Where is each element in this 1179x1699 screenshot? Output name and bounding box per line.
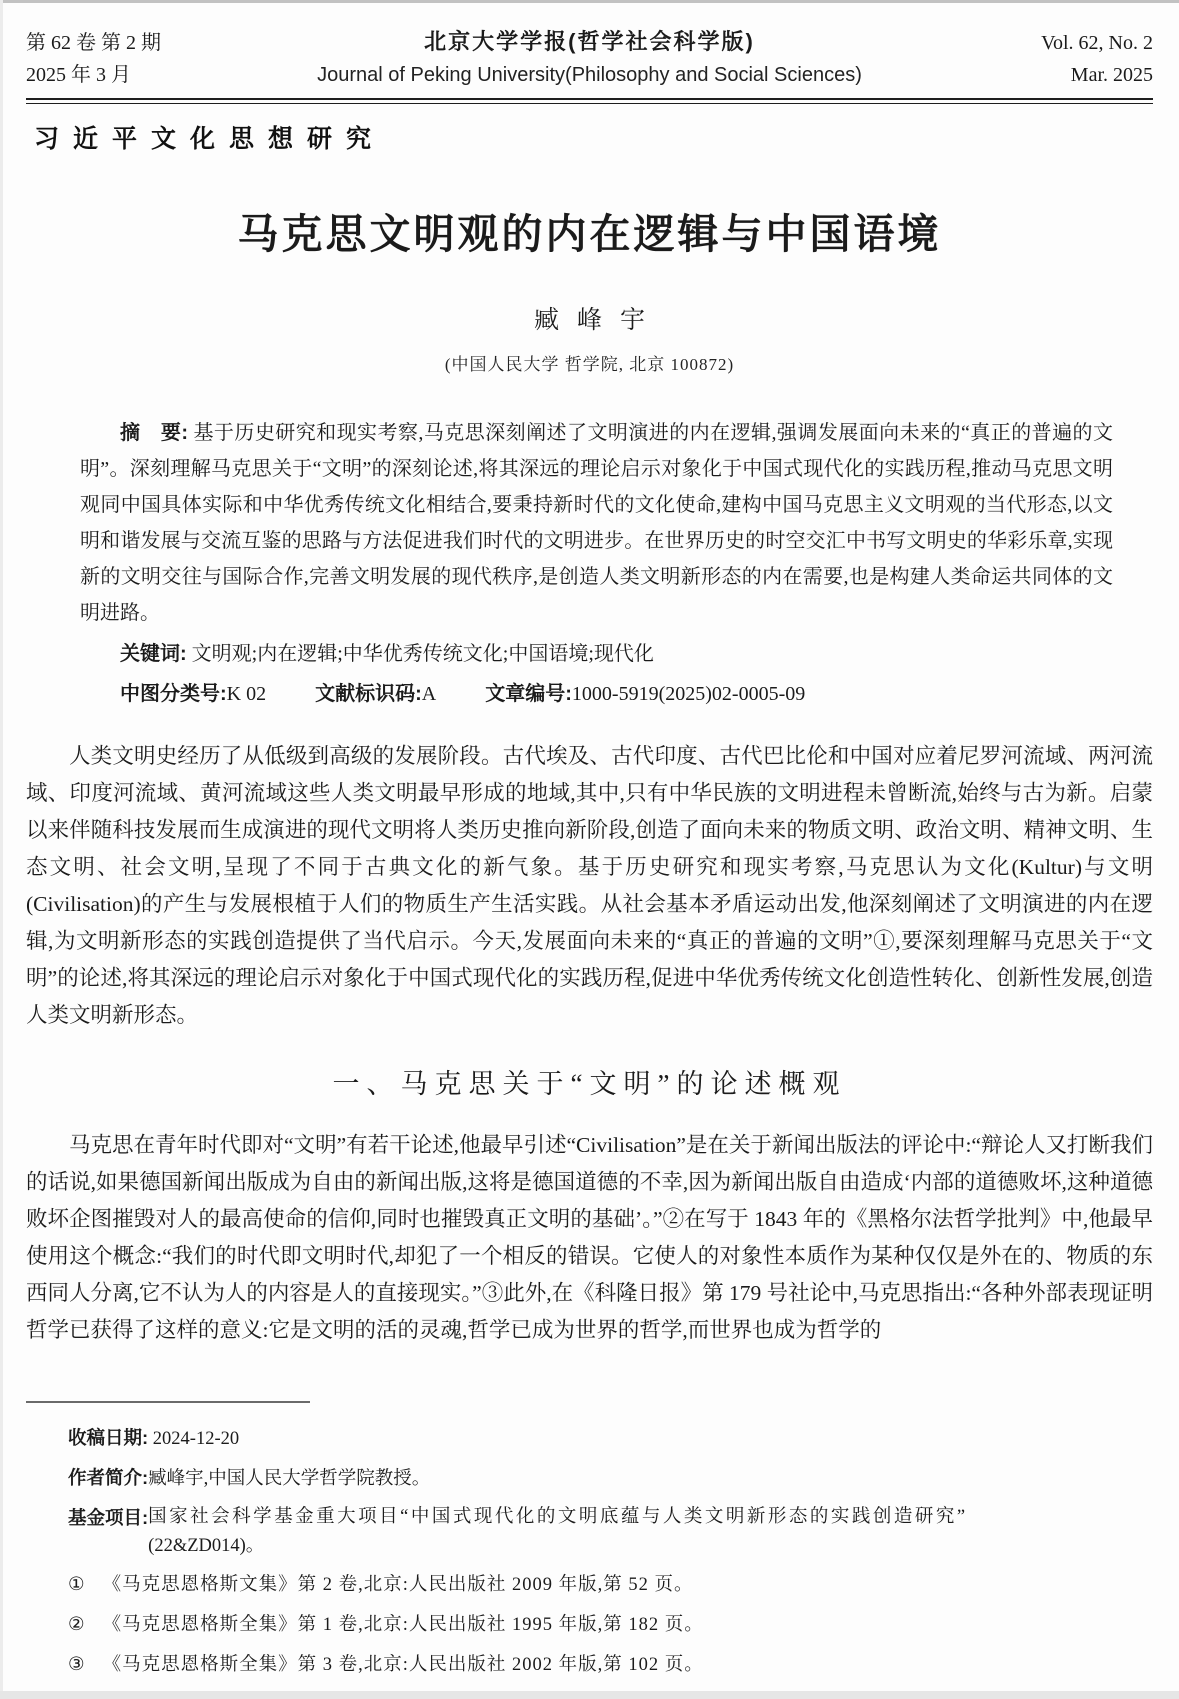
footnote-1-text: 《马克思恩格斯文集》第 2 卷,北京:人民出版社 2009 年版,第 52 页。 (102, 1575, 694, 1595)
footnote-item-1 (68, 1571, 1153, 1600)
footnote-item-3 (68, 1651, 1153, 1680)
fund-project-title: 国家社会科学基金重大项目“中国式现代化的文明底蕴与人类文明新形态的实践创造研究” (148, 1507, 968, 1527)
journal-masthead (26, 26, 1153, 104)
clc-pair (120, 683, 266, 705)
date-cn: 2025 年 3 月 (26, 64, 131, 86)
doc-code-pair (315, 683, 436, 705)
received-date-line (68, 1423, 1153, 1454)
column-label: 习近平文化思想研究 (34, 125, 386, 153)
date-en: Mar. 2025 (1070, 64, 1153, 86)
volume-issue-cn: 第 62 卷 第 2 期 (26, 32, 161, 54)
author-bio-value: 臧峰宇,中国人民大学哲学院教授。 (148, 1469, 431, 1489)
body-paragraph-1: 人类文明史经历了从低级到高级的发展阶段。古代埃及、古代印度、古代巴比伦和中国对应着尼罗河流域、两河流域、印度河流域、黄河流域这些人类文明最早形成的地域,其中,只有中华民族的文明进程未曾断流,始终与古为新。启蒙以来伴随科技发展而生成演进的现代文明将人类历史推向新阶段,创造了面向未来的物质文明、政治文明、精神文明、生态文明、社会文明,呈现了不同于古典文化的新气象。基于历史研究和现实考察,马克思认为文化(Kultur)与文明(Civilisation)的产生与发展根植于人们的物质生产生活实践。从社会基本矛盾运动出发,他深刻阐述了文明演进的内在逻辑,为文明新形态的实践创造提供了当代启示。今天,发展面向未来的“真正的普遍的文明”①,要深刻理解马克思关于“文明”的论述,将其深远的理论启示对象化于中国式现代化的实践历程,促进中华优秀传统文化创造性转化、创新性发展,创造人类文明新形态。 (26, 744, 1153, 1027)
footnote-3-number: ③ (68, 1655, 85, 1675)
author-bio-line (68, 1463, 1153, 1494)
abstract-block (80, 415, 1113, 712)
article-affiliation: (中国人民大学 哲学院, 北京 100872) (444, 355, 735, 374)
footnote-area (26, 1401, 1153, 1680)
fund-project-line (68, 1503, 1153, 1561)
clc-value: K 02 (226, 683, 267, 705)
received-date-label: 收稿日期: (68, 1427, 149, 1448)
fund-project-number: (22&ZD014)。 (148, 1536, 265, 1556)
masthead-row-1 (26, 26, 1153, 59)
body-paragraph-2: 马克思在青年时代即对“文明”有若干论述,他最早引述“Civilisation”是在关于新闻出版法的评论中:“辩论人又打断我们的话说,如果德国新闻出版成为自由的新闻出版,这将是德国道德的不幸,因为新闻出版自由造成‘内部的道德败坏,这种道德败坏企图摧毁对人的最高使命的信仰,同时也摧毁真正文明的基础’。”②在写于 1843 年的《黑格尔法哲学批判》中,他最早使用这个概念:“我们的时代即文明时代,却犯了一个相反的错误。它使人的对象性本质作为某种仅仅是外在的、物质的东西同人分离,它不认为人的内容是人的直接现实。”③此外,在《科隆日报》第 179 号社论中,马克思指出:“各种外部表现证明哲学已获得了这样的意义:它是文明的活的灵魂,哲学已成为世界的哲学,而世界也成为哲学的 (26, 1133, 1153, 1342)
page-edge-left (0, 0, 3, 1699)
clc-label: 中图分类号: (120, 683, 227, 705)
masthead-double-rule (26, 98, 1153, 104)
journal-title-cn: 北京大学学报(哲学社会科学版) (424, 29, 755, 54)
footnote-2-number: ② (68, 1615, 85, 1635)
doc-code-label: 文献标识码: (315, 683, 422, 705)
author-bio-label: 作者简介: (68, 1467, 149, 1488)
keywords-text: 文明观;内在逻辑;中华优秀传统文化;中国语境;现代化 (191, 643, 654, 665)
article-title: 马克思文明观的内在逻辑与中国语境 (237, 211, 942, 257)
keywords-line (80, 636, 1113, 672)
doc-code-value: A (421, 683, 437, 705)
footnote-1-number: ① (68, 1575, 85, 1595)
footnote-item-2 (68, 1611, 1153, 1640)
volume-issue-en: Vol. 62, No. 2 (1041, 32, 1153, 54)
abstract-label: 摘 要: (120, 422, 189, 444)
article-author: 臧峰宇 (533, 307, 663, 334)
article-id-value: 1000-5919(2025)02-0005-09 (571, 683, 806, 705)
fund-project-text (148, 1503, 1153, 1561)
section-1-heading: 一、马克思关于“文明”的论述概观 (332, 1069, 847, 1099)
footnote-2-text: 《马克思恩格斯全集》第 1 卷,北京:人民出版社 1995 年版,第 182 页。 (102, 1615, 704, 1635)
footnote-3-text: 《马克思恩格斯全集》第 3 卷,北京:人民出版社 2002 年版,第 102 页。 (102, 1655, 704, 1675)
article-id-label: 文章编号: (485, 683, 572, 705)
classification-line (80, 676, 1113, 712)
article-id-pair (485, 683, 805, 705)
footnote-separator-rule (26, 1401, 310, 1403)
masthead-row-2 (26, 59, 1153, 91)
abstract-paragraph (80, 415, 1113, 631)
fund-project-label: 基金项目: (68, 1507, 149, 1528)
abstract-text: 基于历史研究和现实考察,马克思深刻阐述了文明演进的内在逻辑,强调发展面向未来的“真正的普遍的文明”。深刻理解马克思关于“文明”的深刻论述,将其深远的理论启示对象化于中国式现代化的实践历程,推动马克思文明观同中国具体实际和中华优秀传统文化相结合,要秉持新时代的文化使命,建构中国马克思主义文明观的当代形态,以文明和谐发展与交流互鉴的思路与方法促进我们时代的文明进步。在世界历史的时空交汇中书写文明史的华彩乐章,实现新的文明交往与国际合作,完善文明发展的现代秩序,是创造人类文明新形态的内在需要,也是构建人类命运共同体的文明进路。 (80, 422, 1113, 624)
page-edge-top (0, 0, 1179, 3)
page-edge-bottom (0, 1691, 1179, 1699)
article-body (26, 738, 1153, 1349)
received-date-value: 2024-12-20 (152, 1429, 240, 1449)
keywords-label: 关键词: (120, 643, 187, 665)
journal-title-en: Journal of Peking University(Philosophy and Social Sciences) (317, 64, 862, 86)
